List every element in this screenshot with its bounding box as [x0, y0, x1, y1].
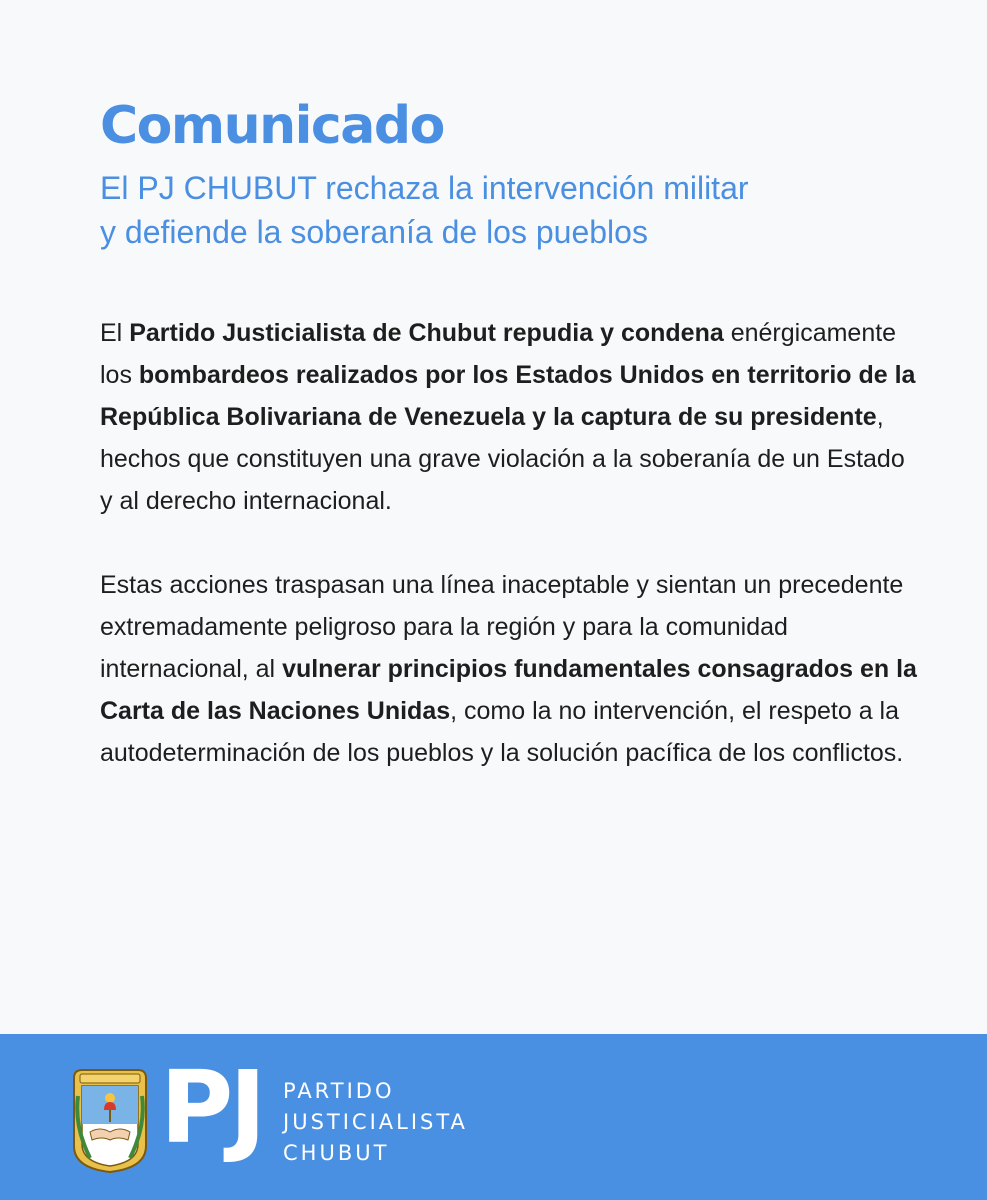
subtitle-line-2: y defiende la soberanía de los pueblos — [100, 214, 648, 250]
paragraph-2-text-1: Estas acciones traspasan una línea inaceptable y sientan un precedente extremadamente peligroso para la región y para la comunidad internacional, al — [100, 571, 904, 683]
paragraph-1-bold-2: bombardeos realizados por los Estados Unidos en territorio de la República Bolivariana de Venezuela y la captura de su presidente — [100, 361, 916, 431]
paragraph-1 — [100, 312, 920, 522]
page-subtitle — [100, 166, 920, 254]
organization-name — [283, 1076, 468, 1169]
org-name-line-1: PARTIDO — [283, 1079, 395, 1103]
pj-logo-letters: PJ — [160, 1049, 263, 1166]
paragraph-1-text-3: , hechos que constituyen una grave violación a la soberanía de un Estado y al derecho internacional. — [100, 403, 905, 515]
communique-body — [100, 96, 920, 774]
paragraph-2-bold-1: vulnerar principios fundamentales consagrados en la Carta de las Naciones Unidas — [100, 655, 917, 725]
paragraph-2-text-2: , como la no intervención, el respeto a la autodeterminación de los pueblos y la solución pacífica de los conflictos. — [100, 697, 904, 767]
paragraph-1-text-1: El — [100, 319, 130, 347]
org-name-line-3: CHUBUT — [283, 1141, 390, 1165]
paragraph-2 — [100, 564, 920, 774]
paragraph-1-bold-1: Partido Justicialista de Chubut repudia y condena — [129, 319, 724, 347]
paragraph-1-text-2: enérgicamente los — [100, 319, 897, 389]
org-name-line-2: JUSTICIALISTA — [283, 1110, 468, 1134]
page-title: Comunicado — [100, 96, 444, 156]
pj-shield-emblem-icon — [70, 1066, 150, 1176]
subtitle-line-1: El PJ CHUBUT rechaza la intervención militar — [100, 170, 749, 206]
footer-banner — [0, 1034, 987, 1200]
